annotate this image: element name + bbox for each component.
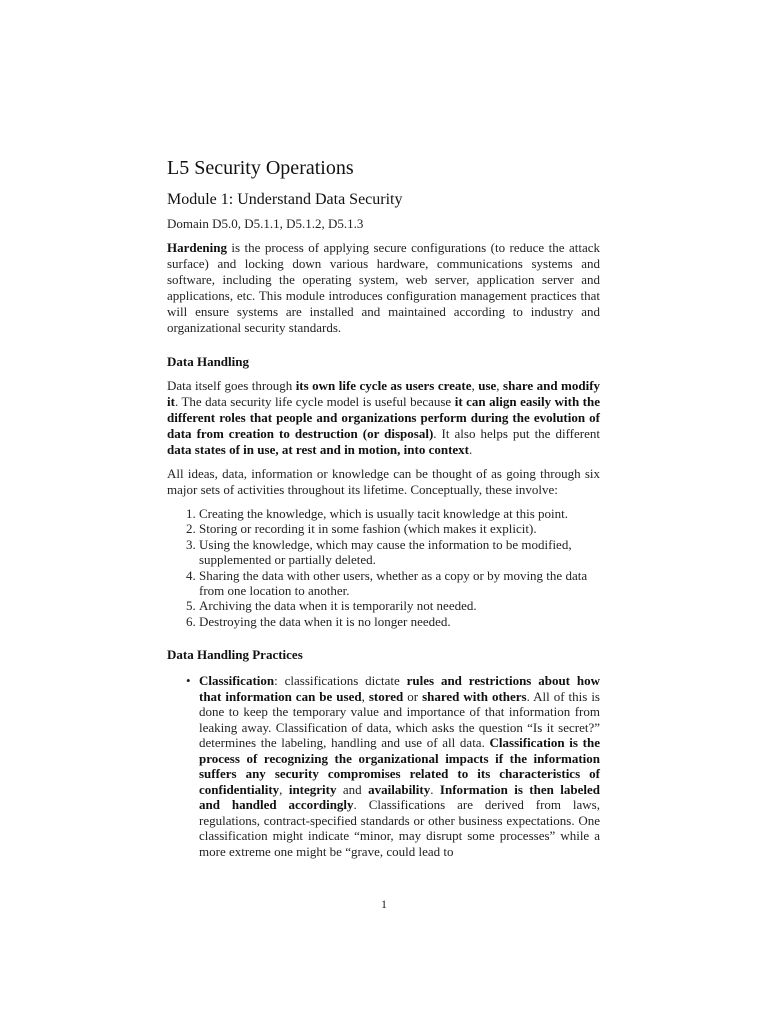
page-number: 1	[381, 897, 387, 911]
practices-list	[167, 673, 600, 859]
domain-line: Domain D5.0, D5.1.1, D5.1.2, D5.1.3	[167, 216, 364, 231]
life-cycle-paragraph: Data itself goes through its own life cycle as users create, use, share and modify it. The data security life cycle model is useful because it can align easily with the different roles that people and organizations perform during the evolution of data from creation to destruction (or disposal). It also helps put the different data states of in use, at rest and in motion, into context.	[167, 378, 601, 457]
activities-list	[167, 506, 600, 629]
list-item: 6. Destroying the data when it is no longer needed.	[199, 614, 600, 629]
list-item: 3. Using the knowledge, which may cause the information to be modified, supplemented or partially deleted.	[199, 537, 600, 568]
bullet-icon: •	[186, 673, 191, 689]
data-handling-heading: Data Handling	[167, 354, 249, 369]
hardening-term: Hardening	[167, 240, 227, 255]
intro-paragraph: Hardening is the process of applying secure configurations (to reduce the attack surface) and locking down various hardware, communications systems and software, including the operating system, web server, application server and applications, etc. This module introduces configuration management practices that will ensure systems are installed and maintained according to industry and organizational security standards.	[167, 240, 600, 335]
list-item: 1. Creating the knowledge, which is usually tacit knowledge at this point.	[199, 506, 600, 521]
practices-heading: Data Handling Practices	[167, 647, 303, 663]
module-heading: Module 1: Understand Data Security	[167, 191, 403, 208]
classification-item: • Classification: classifications dictate rules and restrictions about how that information can be used, stored or shared with others. All of this is done to keep the temporary value and importance of that information from leaking away. Classification of data, which asks the question “Is it secret?” determines the labeling, handling and use of all data. Classification is the process of recognizing the organizational impacts if the information suffers any security compromises related to its characteristics of confidentiality, integrity and availability. Information is then labeled and handled accordingly. Classifications are derived from laws, regulations, contract-specified standards or other business expectations. One classification might indicate “minor, may disrupt some processes” while a more extreme one might be “grave, could lead to	[186, 673, 601, 859]
list-item: 5. Archiving the data when it is temporarily not needed.	[199, 598, 600, 613]
list-item: 2. Storing or recording it in some fashion (which makes it explicit).	[199, 521, 600, 536]
list-item: 4. Sharing the data with other users, whether as a copy or by moving the data from one location to another.	[199, 568, 600, 599]
page-title: L5 Security Operations	[167, 157, 354, 179]
page-content	[167, 150, 600, 859]
activities-paragraph: All ideas, data, information or knowledge can be thought of as going through six major sets of activities throughout its lifetime. Conceptually, these involve:	[167, 466, 600, 497]
